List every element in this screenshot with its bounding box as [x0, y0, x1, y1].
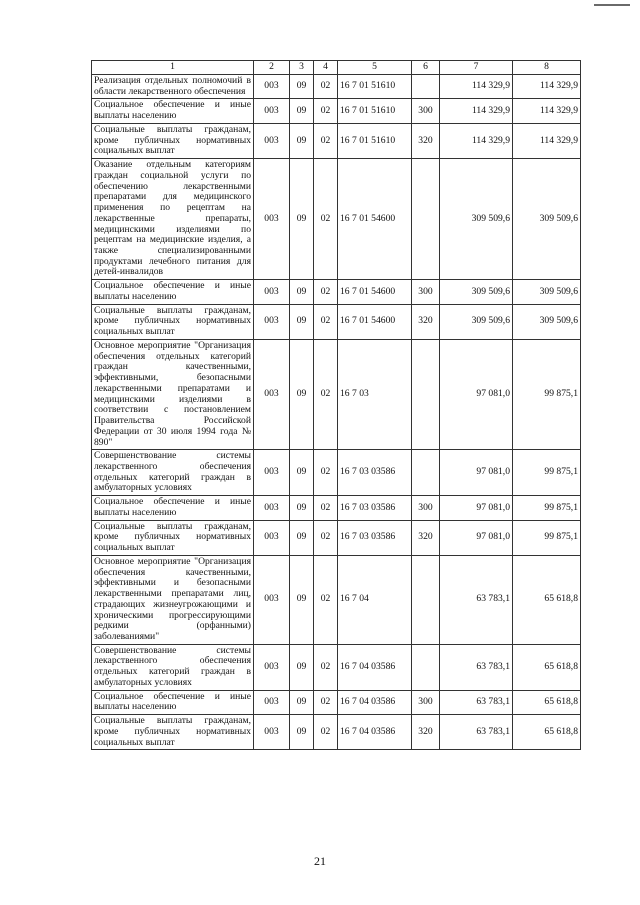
section-code-cell: 09 [290, 450, 314, 496]
ministry-code-cell: 003 [254, 280, 290, 304]
amount-col7-cell: 97 081,0 [440, 339, 513, 449]
subsection-code-cell: 02 [314, 555, 338, 644]
section-code-cell: 09 [290, 99, 314, 123]
table-row [92, 555, 581, 644]
amount-col8-cell: 309 509,6 [513, 280, 581, 304]
row-name-cell: Оказание отдельным категориям граждан социальной услуги по обеспечению лекарственными препаратами для медицинского применения по рецептам на лекарственные препараты, медицинскими изделиями по рецептам на медицинские изделия, а также специализированными продуктами лечебного питания для детей-инвалидов [92, 159, 254, 280]
expense-type-code-cell: 320 [412, 123, 440, 158]
table-row [92, 496, 581, 520]
row-name-cell: Основное мероприятие "Организация обеспечения отдельных категорий граждан качественными, эффективными, безопасными лекарственными препаратами и медицинскими изделиями в соответствии с постановлением Правительства Российской Федерации от 30 июля 1994 года № 890" [92, 339, 254, 449]
column-header: 1 [92, 61, 254, 75]
target-article-code-cell: 16 7 01 54600 [338, 159, 412, 280]
expense-type-code-cell: 300 [412, 99, 440, 123]
amount-col7-cell: 97 081,0 [440, 520, 513, 555]
row-name-cell: Социальное обеспечение и иные выплаты населению [92, 496, 254, 520]
table-row [92, 520, 581, 555]
amount-col7-cell: 114 329,9 [440, 75, 513, 99]
target-article-code-cell: 16 7 03 [338, 339, 412, 449]
row-name-cell: Социальные выплаты гражданам, кроме публичных нормативных социальных выплат [92, 715, 254, 750]
section-code-cell: 09 [290, 644, 314, 690]
subsection-code-cell: 02 [314, 520, 338, 555]
section-code-cell: 09 [290, 520, 314, 555]
table-row [92, 644, 581, 690]
table-row [92, 450, 581, 496]
subsection-code-cell: 02 [314, 450, 338, 496]
amount-col7-cell: 114 329,9 [440, 99, 513, 123]
row-name-cell: Социальное обеспечение и иные выплаты населению [92, 690, 254, 714]
row-name-cell: Социальные выплаты гражданам, кроме публичных нормативных социальных выплат [92, 520, 254, 555]
row-name-cell: Реализация отдельных полномочий в области лекарственного обеспечения [92, 75, 254, 99]
subsection-code-cell: 02 [314, 304, 338, 339]
row-name-cell: Основное мероприятие "Организация обеспечения качественными, эффективными и безопасными лекарственными препаратами лиц, страдающих жизнеугрожающими и хроническими прогрессирующими редкими (орфанными) заболеваниями" [92, 555, 254, 644]
amount-col8-cell: 114 329,9 [513, 99, 581, 123]
expense-type-code-cell [412, 644, 440, 690]
section-code-cell: 09 [290, 159, 314, 280]
row-name-cell: Социальное обеспечение и иные выплаты населению [92, 280, 254, 304]
subsection-code-cell: 02 [314, 280, 338, 304]
section-code-cell: 09 [290, 715, 314, 750]
subsection-code-cell: 02 [314, 99, 338, 123]
scan-corner-mark [594, 4, 630, 6]
column-header: 3 [290, 61, 314, 75]
ministry-code-cell: 003 [254, 690, 290, 714]
ministry-code-cell: 003 [254, 123, 290, 158]
section-code-cell: 09 [290, 75, 314, 99]
subsection-code-cell: 02 [314, 159, 338, 280]
target-article-code-cell: 16 7 03 03586 [338, 520, 412, 555]
ministry-code-cell: 003 [254, 339, 290, 449]
subsection-code-cell: 02 [314, 690, 338, 714]
column-header: 5 [338, 61, 412, 75]
amount-col8-cell: 99 875,1 [513, 450, 581, 496]
amount-col8-cell: 114 329,9 [513, 123, 581, 158]
ministry-code-cell: 003 [254, 644, 290, 690]
target-article-code-cell: 16 7 01 51610 [338, 75, 412, 99]
amount-col7-cell: 97 081,0 [440, 496, 513, 520]
amount-col8-cell: 99 875,1 [513, 496, 581, 520]
expense-type-code-cell: 300 [412, 280, 440, 304]
column-header: 7 [440, 61, 513, 75]
amount-col7-cell: 309 509,6 [440, 280, 513, 304]
ministry-code-cell: 003 [254, 304, 290, 339]
table-row [92, 123, 581, 158]
expense-type-code-cell [412, 75, 440, 99]
table-row [92, 99, 581, 123]
amount-col8-cell: 65 618,8 [513, 690, 581, 714]
expense-type-code-cell [412, 450, 440, 496]
expense-type-code-cell [412, 159, 440, 280]
expense-type-code-cell: 300 [412, 496, 440, 520]
row-name-cell: Совершенствование системы лекарственного обеспечения отдельных категорий граждан в амбулаторных условиях [92, 644, 254, 690]
row-name-cell: Совершенствование системы лекарственного обеспечения отдельных категорий граждан в амбулаторных условиях [92, 450, 254, 496]
row-name-cell: Социальные выплаты гражданам, кроме публичных нормативных социальных выплат [92, 304, 254, 339]
table-row [92, 339, 581, 449]
table-row [92, 75, 581, 99]
amount-col7-cell: 97 081,0 [440, 450, 513, 496]
ministry-code-cell: 003 [254, 715, 290, 750]
target-article-code-cell: 16 7 01 51610 [338, 123, 412, 158]
table-body [92, 75, 581, 750]
column-header: 8 [513, 61, 581, 75]
target-article-code-cell: 16 7 01 54600 [338, 304, 412, 339]
amount-col8-cell: 99 875,1 [513, 520, 581, 555]
amount-col8-cell: 114 329,9 [513, 75, 581, 99]
ministry-code-cell: 003 [254, 496, 290, 520]
table-row [92, 690, 581, 714]
target-article-code-cell: 16 7 04 03586 [338, 690, 412, 714]
target-article-code-cell: 16 7 03 03586 [338, 450, 412, 496]
amount-col7-cell: 63 783,1 [440, 644, 513, 690]
section-code-cell: 09 [290, 496, 314, 520]
section-code-cell: 09 [290, 690, 314, 714]
section-code-cell: 09 [290, 555, 314, 644]
amount-col7-cell: 63 783,1 [440, 555, 513, 644]
ministry-code-cell: 003 [254, 159, 290, 280]
expense-type-code-cell: 320 [412, 304, 440, 339]
column-header: 2 [254, 61, 290, 75]
column-header: 4 [314, 61, 338, 75]
column-header: 6 [412, 61, 440, 75]
amount-col8-cell: 65 618,8 [513, 644, 581, 690]
target-article-code-cell: 16 7 04 [338, 555, 412, 644]
ministry-code-cell: 003 [254, 555, 290, 644]
section-code-cell: 09 [290, 123, 314, 158]
table-header-row [92, 61, 581, 75]
expense-type-code-cell [412, 555, 440, 644]
ministry-code-cell: 003 [254, 75, 290, 99]
amount-col7-cell: 63 783,1 [440, 690, 513, 714]
amount-col7-cell: 63 783,1 [440, 715, 513, 750]
target-article-code-cell: 16 7 04 03586 [338, 644, 412, 690]
ministry-code-cell: 003 [254, 520, 290, 555]
target-article-code-cell: 16 7 01 54600 [338, 280, 412, 304]
section-code-cell: 09 [290, 304, 314, 339]
ministry-code-cell: 003 [254, 450, 290, 496]
page-number: 21 [314, 854, 326, 868]
expense-type-code-cell: 300 [412, 690, 440, 714]
target-article-code-cell: 16 7 01 51610 [338, 99, 412, 123]
table-row [92, 715, 581, 750]
amount-col8-cell: 309 509,6 [513, 159, 581, 280]
row-name-cell: Социальное обеспечение и иные выплаты населению [92, 99, 254, 123]
amount-col8-cell: 99 875,1 [513, 339, 581, 449]
amount-col7-cell: 309 509,6 [440, 159, 513, 280]
subsection-code-cell: 02 [314, 715, 338, 750]
expense-type-code-cell [412, 339, 440, 449]
amount-col8-cell: 309 509,6 [513, 304, 581, 339]
subsection-code-cell: 02 [314, 644, 338, 690]
table-row [92, 280, 581, 304]
amount-col7-cell: 114 329,9 [440, 123, 513, 158]
target-article-code-cell: 16 7 03 03586 [338, 496, 412, 520]
expense-type-code-cell: 320 [412, 715, 440, 750]
amount-col8-cell: 65 618,8 [513, 555, 581, 644]
budget-table [91, 60, 581, 750]
target-article-code-cell: 16 7 04 03586 [338, 715, 412, 750]
row-name-cell: Социальные выплаты гражданам, кроме публичных нормативных социальных выплат [92, 123, 254, 158]
subsection-code-cell: 02 [314, 75, 338, 99]
subsection-code-cell: 02 [314, 339, 338, 449]
ministry-code-cell: 003 [254, 99, 290, 123]
subsection-code-cell: 02 [314, 496, 338, 520]
table-row [92, 304, 581, 339]
expense-type-code-cell: 320 [412, 520, 440, 555]
section-code-cell: 09 [290, 280, 314, 304]
subsection-code-cell: 02 [314, 123, 338, 158]
amount-col7-cell: 309 509,6 [440, 304, 513, 339]
table-row [92, 159, 581, 280]
section-code-cell: 09 [290, 339, 314, 449]
amount-col8-cell: 65 618,8 [513, 715, 581, 750]
